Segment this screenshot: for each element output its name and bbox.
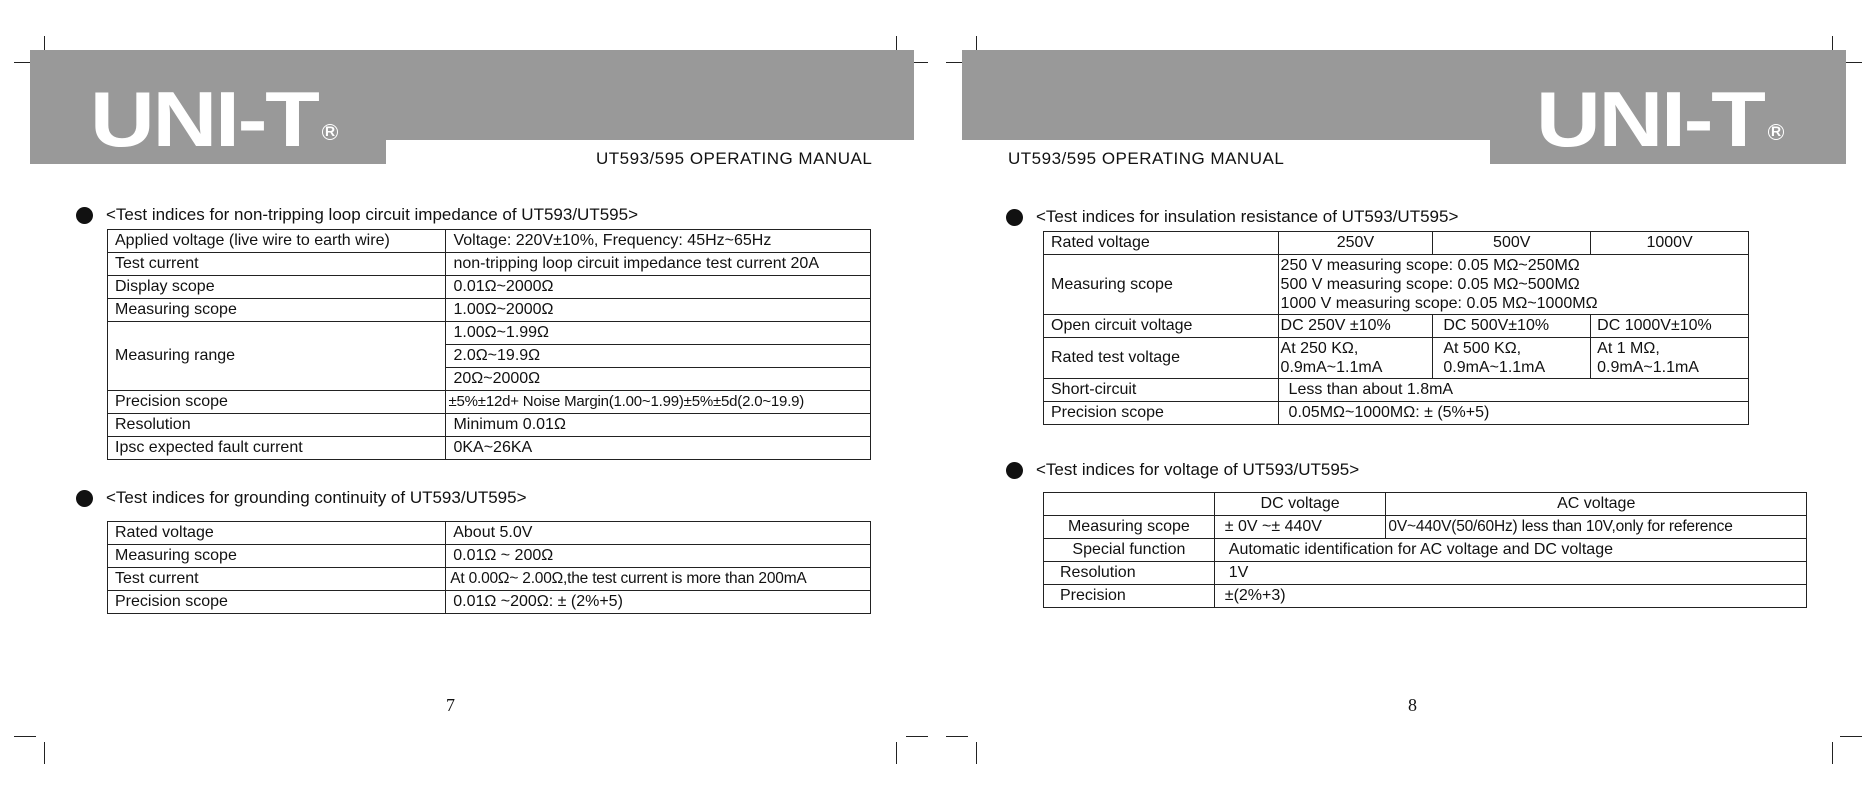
- table-row: [108, 391, 871, 414]
- resolution-value: 1V: [1214, 562, 1806, 585]
- table-row: [108, 568, 871, 591]
- grounding-table: [107, 521, 871, 614]
- ratedtest-250v: [1278, 338, 1433, 379]
- measuring-line: 500 V measuring scope: 0.05 MΩ~500MΩ: [1280, 276, 1580, 293]
- precision-value: ±(2%+3): [1214, 585, 1806, 608]
- bullet-icon: [1006, 209, 1023, 226]
- row-value: Minimum 0.01Ω: [446, 414, 871, 437]
- row-value: 20Ω~2000Ω: [446, 368, 871, 391]
- insulation-title: <Test indices for insulation resistance of UT593/UT595>: [1036, 207, 1459, 226]
- table-row: [1044, 338, 1749, 379]
- grounding-heading: [76, 488, 527, 508]
- voltage-heading: [1006, 460, 1359, 480]
- registered-mark: R: [1768, 124, 1784, 140]
- table-row: [108, 545, 871, 568]
- row-label: Measuring scope: [108, 299, 446, 322]
- row-label: Measuring scope: [108, 545, 446, 568]
- table-row: [108, 322, 871, 345]
- short-circuit-value: Less than about 1.8mA: [1278, 379, 1748, 402]
- row-value: At 0.00Ω~ 2.00Ω,the test current is more than 200mA: [446, 568, 871, 591]
- row-label: Open circuit voltage: [1044, 315, 1279, 338]
- ratedtest-line: At 250 KΩ,: [1280, 340, 1359, 357]
- table-row: [108, 230, 871, 253]
- crop-mark: [896, 742, 897, 764]
- row-label: Display scope: [108, 276, 446, 299]
- ac-voltage-header: AC voltage: [1386, 493, 1807, 516]
- row-label: Resolution: [1044, 562, 1215, 585]
- measuring-line: 250 V measuring scope: 0.05 MΩ~250MΩ: [1280, 257, 1580, 274]
- row-value: ±5%±12d+ Noise Margin(1.00~1.99)±5%±5d(2.0~19.9): [446, 391, 871, 414]
- loop-impedance-table: [107, 229, 871, 460]
- open-500v: DC 500V±10%: [1433, 315, 1591, 338]
- loop-impedance-title: <Test indices for non-tripping loop circuit impedance of UT593/UT595>: [106, 205, 639, 224]
- table-row: [108, 522, 871, 545]
- row-value: 0.01Ω~2000Ω: [446, 276, 871, 299]
- table-row: [108, 253, 871, 276]
- row-label: Test current: [108, 253, 446, 276]
- page-number: 7: [446, 695, 455, 715]
- ratedtest-1000v: [1591, 338, 1749, 379]
- insulation-heading: [1006, 207, 1458, 227]
- table-row: [1044, 493, 1807, 516]
- table-row: [1044, 585, 1807, 608]
- table-row: [108, 591, 871, 614]
- dc-voltage-header: DC voltage: [1214, 493, 1386, 516]
- special-value: Automatic identification for AC voltage and DC voltage: [1214, 539, 1806, 562]
- voltage-title: <Test indices for voltage of UT593/UT595>: [1036, 460, 1360, 479]
- table-row: [108, 437, 871, 460]
- empty-cell: [1044, 493, 1215, 516]
- insulation-table: [1043, 231, 1749, 425]
- crop-mark: [44, 742, 45, 764]
- crop-mark: [1832, 742, 1833, 764]
- open-1000v: DC 1000V±10%: [1591, 315, 1749, 338]
- crop-mark: [1840, 736, 1862, 737]
- table-row: [108, 299, 871, 322]
- crop-mark: [946, 736, 968, 737]
- page-number: 8: [1408, 695, 1417, 715]
- ratedtest-line: At 1 MΩ,: [1597, 340, 1660, 357]
- bullet-icon: [76, 490, 93, 507]
- bullet-icon: [76, 207, 93, 224]
- row-value: 2.0Ω~19.9Ω: [446, 345, 871, 368]
- measuring-scope-lines: [1278, 255, 1748, 315]
- row-label: Test current: [108, 568, 446, 591]
- row-value: 0.01Ω ~ 200Ω: [446, 545, 871, 568]
- table-row: [1044, 379, 1749, 402]
- table-row: [1044, 539, 1807, 562]
- ratedtest-500v: [1433, 338, 1591, 379]
- row-label: Precision: [1044, 585, 1215, 608]
- measuring-ac: 0V~440V(50/60Hz) less than 10V,only for reference: [1386, 516, 1807, 539]
- row-label: Short-circuit: [1044, 379, 1279, 402]
- rated-500v: 500V: [1433, 232, 1591, 255]
- page-8: [936, 0, 1872, 794]
- row-label: Rated voltage: [108, 522, 446, 545]
- crop-mark: [976, 742, 977, 764]
- table-row: [108, 414, 871, 437]
- row-value: 1.00Ω~2000Ω: [446, 299, 871, 322]
- precision-value: 0.05MΩ~1000MΩ: ± (5%+5): [1278, 402, 1748, 425]
- measuring-dc: ± 0V ~± 440V: [1214, 516, 1386, 539]
- row-label: Precision scope: [108, 591, 446, 614]
- row-label: Special function: [1044, 539, 1215, 562]
- row-label: Measuring scope: [1044, 516, 1215, 539]
- row-value: 0.01Ω ~200Ω: ± (2%+5): [446, 591, 871, 614]
- table-row: [1044, 562, 1807, 585]
- table-row: [1044, 255, 1749, 315]
- row-label: Precision scope: [108, 391, 446, 414]
- registered-mark: R: [322, 124, 338, 140]
- ratedtest-line: 0.9mA~1.1mA: [1443, 359, 1546, 376]
- row-value: non-tripping loop circuit impedance test current 20A: [446, 253, 871, 276]
- row-value: About 5.0V: [446, 522, 871, 545]
- voltage-table: [1043, 492, 1807, 608]
- table-row: [1044, 315, 1749, 338]
- row-label: Resolution: [108, 414, 446, 437]
- grounding-title: <Test indices for grounding continuity of UT593/UT595>: [106, 488, 527, 507]
- table-row: [1044, 402, 1749, 425]
- row-label: Rated test voltage: [1044, 338, 1279, 379]
- ratedtest-line: 0.9mA~1.1mA: [1280, 359, 1383, 376]
- row-label: Measuring range: [108, 322, 446, 391]
- row-value: 0KA~26KA: [446, 437, 871, 460]
- crop-mark: [14, 736, 36, 737]
- uni-t-logo: UNI-T: [1536, 75, 1764, 163]
- row-label: Precision scope: [1044, 402, 1279, 425]
- open-250v: DC 250V ±10%: [1278, 315, 1433, 338]
- row-value: 1.00Ω~1.99Ω: [446, 322, 871, 345]
- rated-1000v: 1000V: [1591, 232, 1749, 255]
- rated-250v: 250V: [1278, 232, 1433, 255]
- row-label: Measuring scope: [1044, 255, 1279, 315]
- ratedtest-line: At 500 KΩ,: [1443, 340, 1522, 357]
- table-row: [1044, 232, 1749, 255]
- table-row: [108, 276, 871, 299]
- row-label: Ipsc expected fault current: [108, 437, 446, 460]
- manual-title: UT593/595 OPERATING MANUAL: [596, 149, 873, 168]
- row-label: Rated voltage: [1044, 232, 1279, 255]
- row-value: Voltage: 220V±10%, Frequency: 45Hz~65Hz: [446, 230, 871, 253]
- crop-mark: [906, 736, 928, 737]
- manual-title: UT593/595 OPERATING MANUAL: [1008, 149, 1285, 168]
- ratedtest-line: 0.9mA~1.1mA: [1597, 359, 1699, 376]
- uni-t-logo: UNI-T: [90, 75, 318, 163]
- loop-impedance-heading: [76, 205, 638, 225]
- bullet-icon: [1006, 462, 1023, 479]
- measuring-line: 1000 V measuring scope: 0.05 MΩ~1000MΩ: [1280, 295, 1598, 312]
- table-row: [1044, 516, 1807, 539]
- row-label: Applied voltage (live wire to earth wire): [108, 230, 446, 253]
